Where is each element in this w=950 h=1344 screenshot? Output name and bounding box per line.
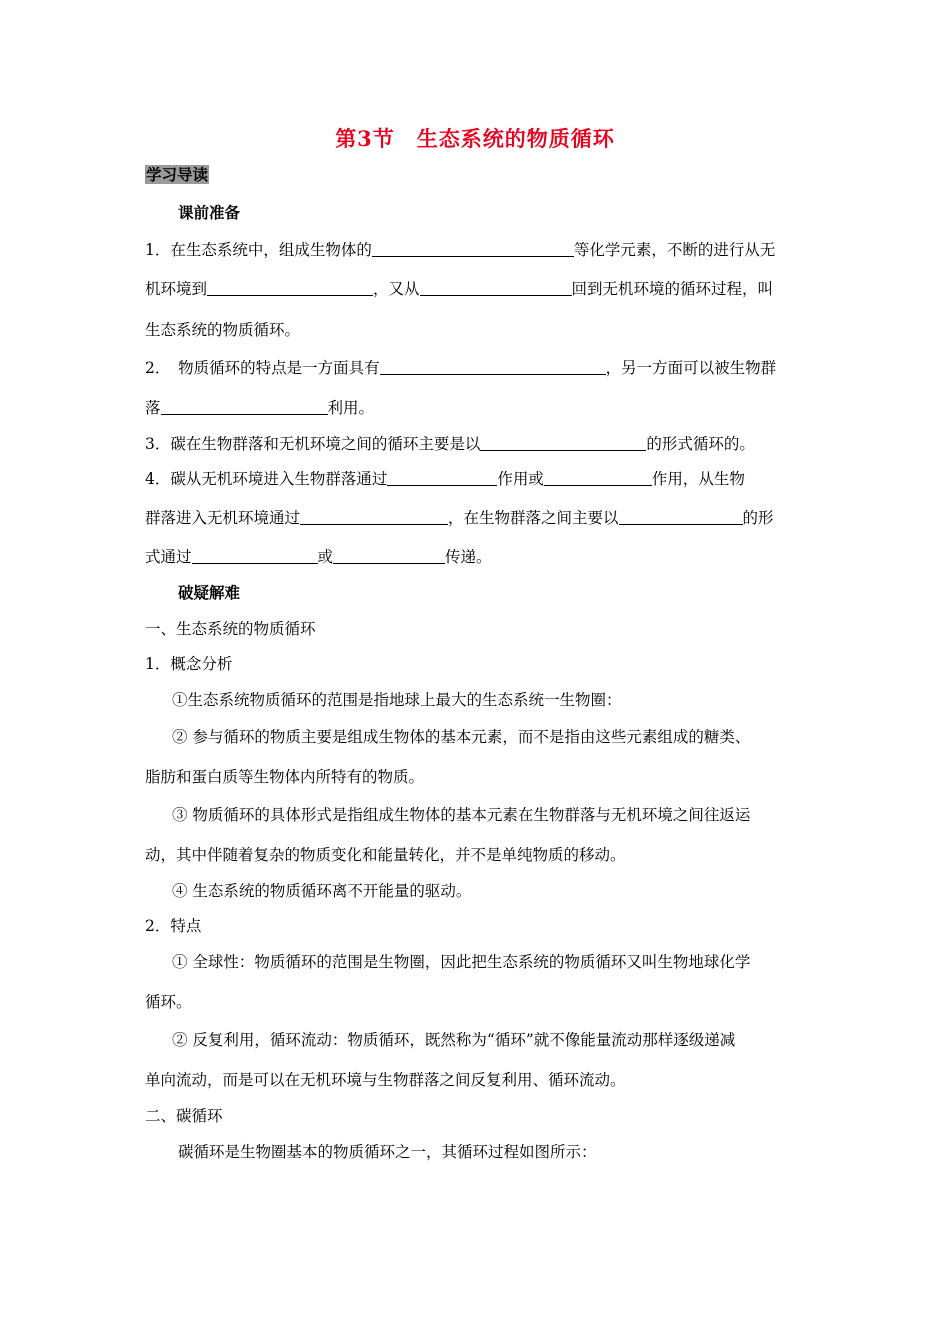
question-3 xyxy=(145,432,755,454)
section-label xyxy=(145,163,209,185)
section-1-heading: 一、生态系统的物质循环 xyxy=(145,620,316,638)
question-2-line-2 xyxy=(145,396,374,418)
feature-2-line-1: ② 反复利用，循环流动：物质循环，既然称为“循环”就不像能量流动那样逐级递减 xyxy=(172,1031,736,1049)
question-text: ，在生物群落之间主要以 xyxy=(448,509,619,527)
concept-point-3-line-1: ③ 物质循环的具体形式是指组成生物体的基本元素在生物群落与无机环境之间往返运 xyxy=(172,806,751,824)
analysis-heading: 破疑解难 xyxy=(178,583,241,602)
fill-blank[interactable] xyxy=(480,435,646,451)
feature-2-line-2: 单向流动，而是可以在无机环境与生物群落之间反复利用、循环流动。 xyxy=(145,1071,626,1089)
concept-point-2-line-2: 脂肪和蛋白质等生物体内所特有的物质。 xyxy=(145,768,425,786)
fill-blank[interactable] xyxy=(372,241,574,257)
question-text: 1．在生态系统中，组成生物体的 xyxy=(145,241,372,259)
question-text: 传递。 xyxy=(445,548,492,566)
concept-point-2-line-1: ② 参与循环的物质主要是组成生物体的基本元素，而不是指由这些元素组成的糖类、 xyxy=(172,728,751,746)
fill-blank[interactable] xyxy=(544,470,652,486)
question-text: 回到无机环境的循环过程，叫 xyxy=(571,280,774,298)
fill-blank[interactable] xyxy=(387,470,497,486)
carbon-cycle-intro: 碳循环是生物圈基本的物质循环之一，其循环过程如图所示： xyxy=(178,1143,597,1161)
question-text: 的形式循环的。 xyxy=(646,435,755,453)
feature-1-line-1: ① 全球性：物质循环的范围是生物圈，因此把生态系统的物质循环又叫生物地球化学 xyxy=(172,953,751,971)
question-2-line-1 xyxy=(145,356,776,378)
question-text: 的形 xyxy=(742,509,774,527)
subsection-concept: 1．概念分析 xyxy=(145,655,233,673)
question-text: 落 xyxy=(145,399,161,417)
question-4-line-1 xyxy=(145,467,745,489)
question-text: ，又从 xyxy=(373,280,420,298)
question-text: 作用或 xyxy=(497,470,544,488)
question-text: 2． 物质循环的特点是一方面具有 xyxy=(145,359,380,377)
question-text: 作用，从生物 xyxy=(651,470,745,488)
subsection-features: 2．特点 xyxy=(145,917,202,935)
concept-point-3-line-2: 动，其中伴随着复杂的物质变化和能量转化，并不是单纯物质的移动。 xyxy=(145,846,626,864)
feature-1-line-2: 循环。 xyxy=(145,993,192,1011)
section-label-text: 学习导读 xyxy=(146,165,209,184)
fill-blank[interactable] xyxy=(619,509,743,525)
question-text: 群落进入无机环境通过 xyxy=(145,509,301,527)
concept-point-4: ④ 生态系统的物质循环离不开能量的驱动。 xyxy=(172,882,472,900)
fill-blank[interactable] xyxy=(161,399,328,415)
question-text: 或 xyxy=(317,548,334,566)
fill-blank[interactable] xyxy=(333,548,445,564)
question-text: ，另一方面可以被生物群 xyxy=(605,359,777,377)
fill-blank[interactable] xyxy=(380,359,606,375)
question-text: 机环境到 xyxy=(145,280,208,298)
prep-heading: 课前准备 xyxy=(178,203,241,222)
concept-point-1: ①生态系统物质循环的范围是指地球上最大的生态系统一生物圈： xyxy=(172,691,622,709)
question-1-line-2 xyxy=(145,277,773,299)
question-text: 等化学元素，不断的进行从无 xyxy=(573,241,776,259)
fill-blank[interactable] xyxy=(207,280,373,296)
question-4-line-3 xyxy=(145,545,492,567)
page-title: 第3节 生态系统的物质循环 xyxy=(335,126,615,151)
question-1-line-3: 生态系统的物质循环。 xyxy=(145,321,301,339)
fill-blank[interactable] xyxy=(420,280,572,296)
question-1-line-1 xyxy=(145,238,775,260)
fill-blank[interactable] xyxy=(300,509,448,525)
question-4-line-2 xyxy=(145,506,774,528)
section-2-heading: 二、碳循环 xyxy=(145,1107,223,1125)
question-text: 式通过 xyxy=(145,548,192,566)
question-text: 利用。 xyxy=(327,399,375,417)
question-text: 4．碳从无机环境进入生物群落通过 xyxy=(145,470,388,488)
fill-blank[interactable] xyxy=(192,548,318,564)
question-text: 3．碳在生物群落和无机环境之间的循环主要是以 xyxy=(145,435,481,453)
